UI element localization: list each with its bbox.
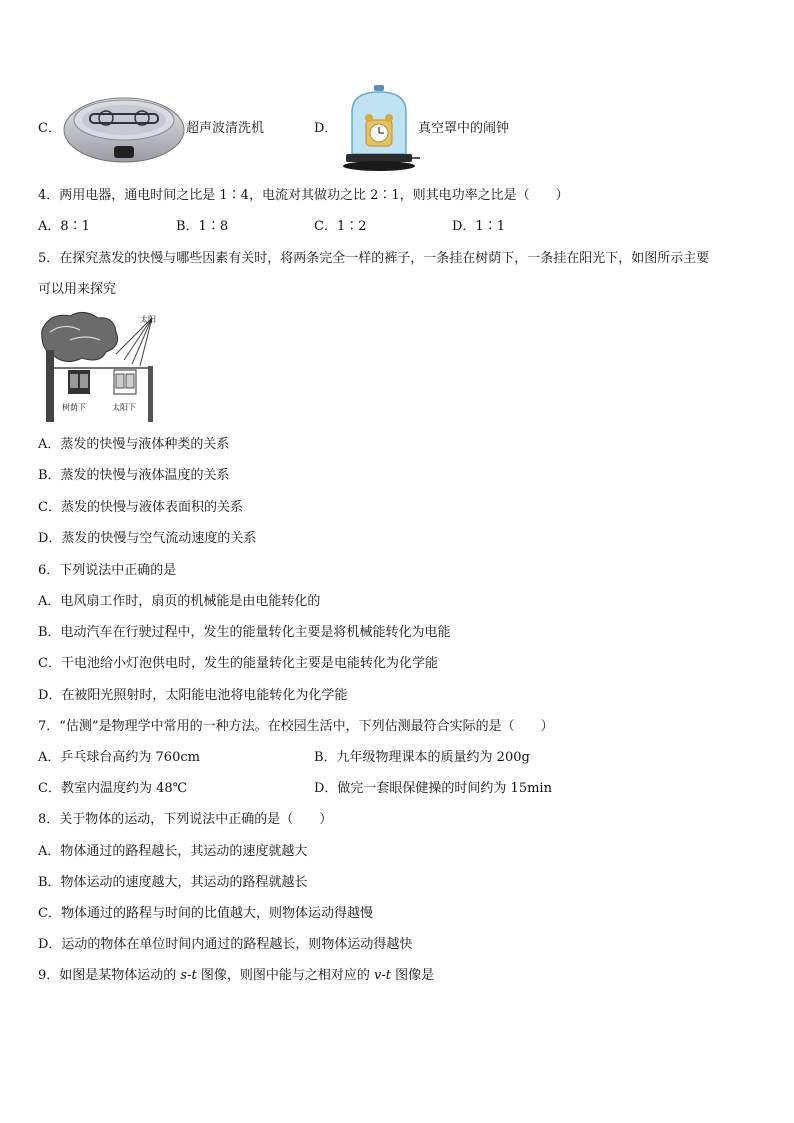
q4-option-b: B．1∶8: [176, 219, 229, 234]
q9-stem: [38, 967, 434, 985]
q5-option-d: D．蒸发的快慢与空气流动速度的关系: [38, 531, 257, 546]
q7-option-a: A．乒乓球台高约为 760cm: [38, 750, 200, 765]
q7-option-b: B．九年级物理课本的质量约为 200g: [314, 750, 530, 765]
q5-stem-line1: 5．在探究蒸发的快慢与哪些因素有关时，将两条完全一样的裤子，一条挂在树荫下，一条挂在阳光下，如图所示主要: [38, 251, 710, 266]
evaporation-figure: [40, 310, 162, 424]
bell-jar-clock-image: [340, 84, 420, 172]
q9-stem-mid: 图像，则图中能与之相对应的: [196, 968, 374, 983]
q6-stem: 6．下列说法中正确的是: [38, 563, 177, 578]
q6-option-a: A．电风扇工作时，扇页的机械能是由电能转化的: [38, 594, 321, 609]
q4-stem: 4．两用电器，通电时间之比是 1∶4，电流对其做功之比 2∶1，则其电功率之比是（ ）: [38, 188, 569, 203]
q6-option-d: D．在被阳光照射时，太阳能电池将电能转化为化学能: [38, 688, 348, 703]
option-d-label: 真空罩中的闹钟: [418, 121, 510, 136]
q4-option-d: D．1∶1: [452, 219, 505, 234]
q4-option-a: A．8∶1: [38, 219, 90, 234]
q6-option-c: C．干电池给小灯泡供电时，发生的能量转化主要是电能转化为化学能: [38, 656, 438, 671]
q4-option-c: C．1∶2: [314, 219, 367, 234]
figure-label-sunlight: 太阳下: [112, 403, 136, 412]
option-d-letter: D．: [314, 121, 338, 136]
q6-option-b: B．电动汽车在行驶过程中，发生的能量转化主要是将机械能转化为电能: [38, 625, 451, 640]
q9-stem-post: 图像是: [390, 968, 435, 983]
q8-option-d: D．运动的物体在单位时间内通过的路程越长，则物体运动得越快: [38, 937, 413, 952]
q8-option-c: C．物体通过的路程与时间的比值越大，则物体运动得越慢: [38, 906, 373, 921]
q8-option-a: A．物体通过的路程越长，其运动的速度就越大: [38, 844, 308, 859]
q5-option-c: C．蒸发的快慢与液体表面积的关系: [38, 500, 243, 515]
option-c-label: 超声波清洗机: [186, 121, 265, 136]
q9-graph-vt: v-t: [373, 968, 391, 983]
q7-option-d: D．做完一套眼保健操的时间约为 15min: [314, 781, 552, 796]
q8-stem: 8．关于物体的运动，下列说法中正确的是（ ）: [38, 812, 333, 827]
ultrasonic-cleaner-image: [62, 86, 186, 166]
q8-option-b: B．物体运动的速度越大，其运动的路程就越长: [38, 875, 308, 890]
q5-option-b: B．蒸发的快慢与液体温度的关系: [38, 468, 230, 483]
figure-label-shade: 树荫下: [62, 403, 86, 412]
q9-stem-pre: 9．如图是某物体运动的: [38, 968, 181, 983]
option-c-letter: C．: [38, 121, 61, 136]
q5-stem-line2: 可以用来探究: [38, 282, 117, 297]
q5-option-a: A．蒸发的快慢与液体种类的关系: [38, 437, 230, 452]
q7-option-c: C．教室内温度约为 48℃: [38, 781, 188, 796]
q7-stem: 7．“估测”是物理学中常用的一种方法。在校园生活中，下列估测最符合实际的是（ ）: [38, 719, 554, 734]
figure-label-sun: 太阳: [140, 315, 156, 324]
q9-graph-st: s-t: [180, 968, 197, 983]
